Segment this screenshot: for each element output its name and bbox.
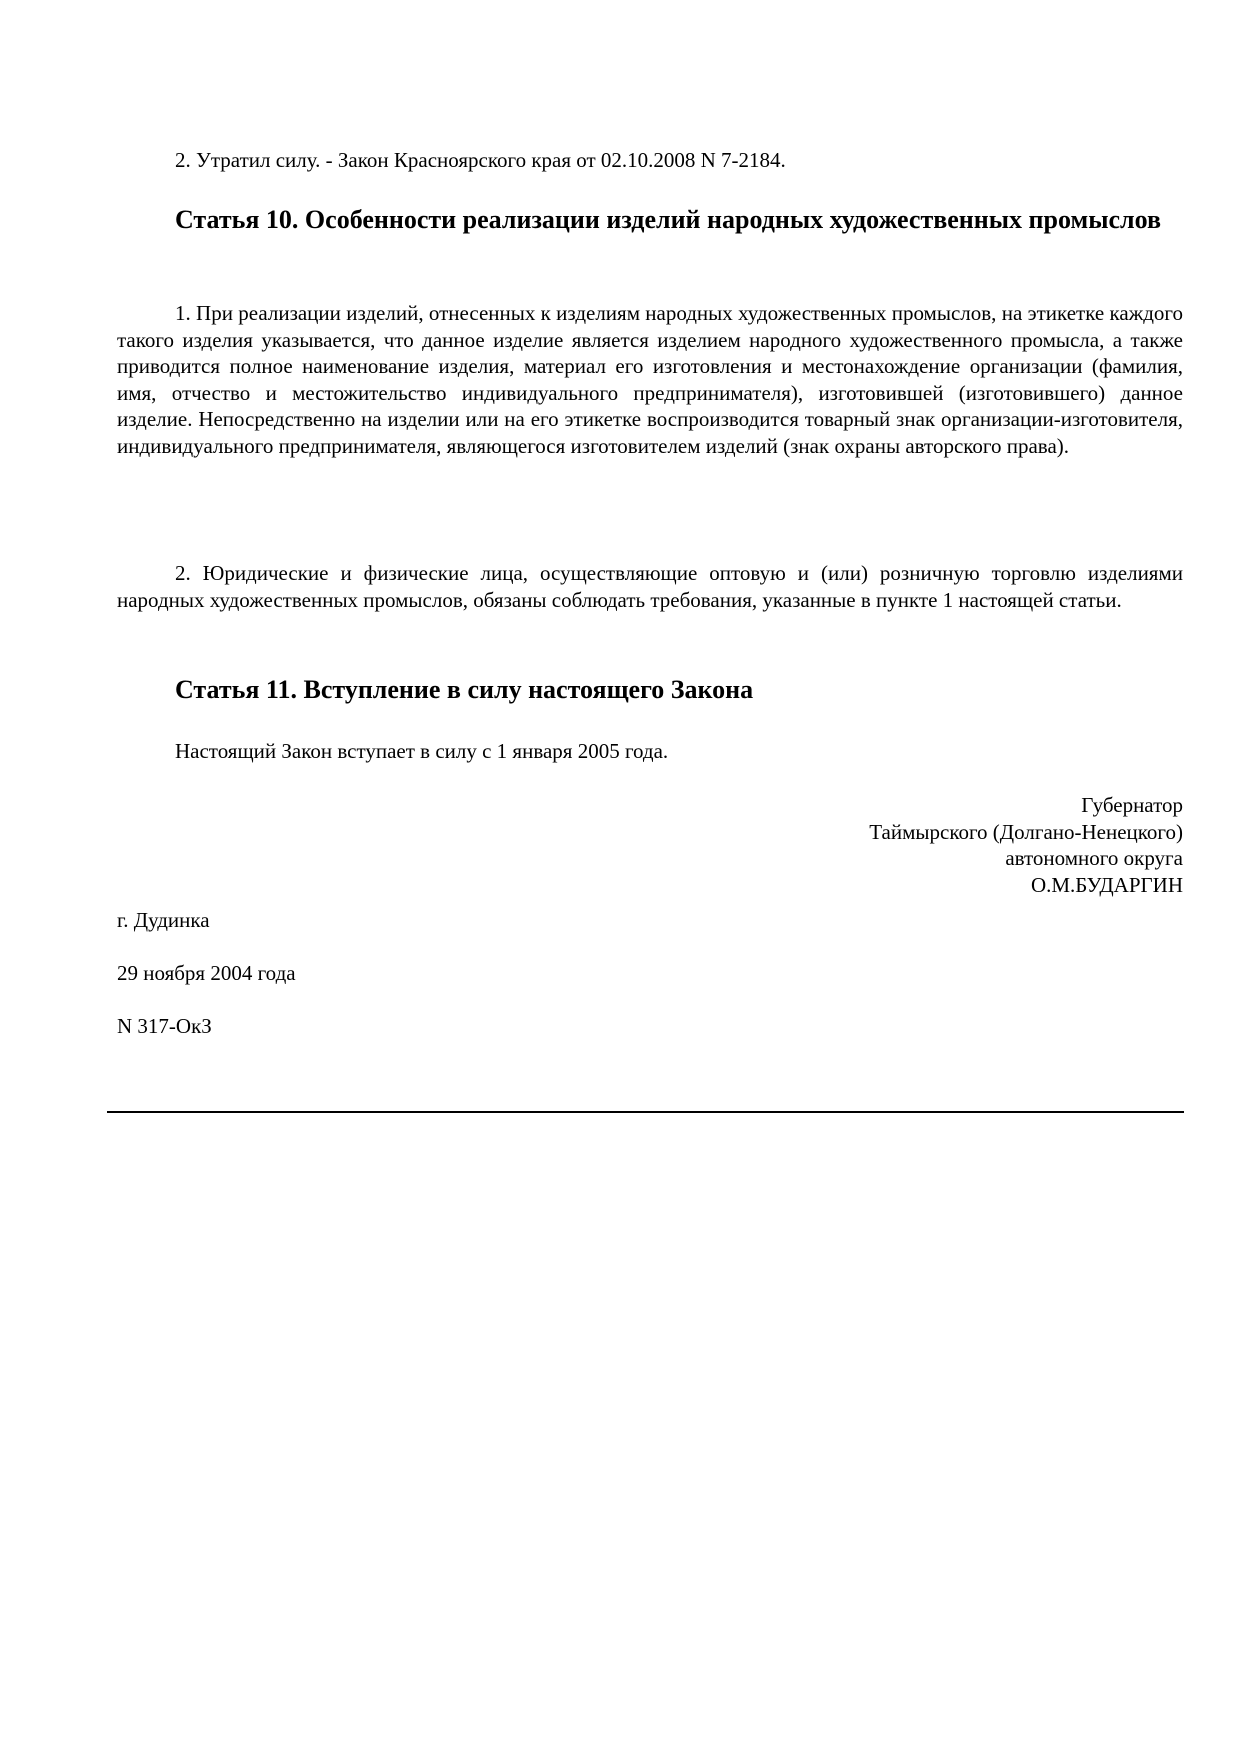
article-11-heading: Статья 11. Вступление в силу настоящего Закона — [175, 675, 754, 704]
article-10-heading: Статья 10. Особенности реализации изделий народных художественных промыслов — [175, 205, 1162, 234]
repealed-clause: 2. Утратил силу. - Закон Красноярского края от 02.10.2008 N 7-2184. — [175, 148, 786, 172]
article-10-paragraph-2: 2. Юридические и физические лица, осуществляющие оптовую и (или) розничную торговлю изделиями народных художественных промыслов, обязаны соблюдать требования, указанные в пункте 1 настоящей статьи. — [117, 561, 1183, 612]
signature-name: О.М.БУДАРГИН — [1030, 872, 1183, 897]
law-number: N 317-ОкЗ — [117, 1014, 212, 1038]
signature-district: автономного округа — [1005, 846, 1183, 870]
signature-region: Таймырского (Долгано-Ненецкого) — [869, 819, 1183, 844]
signature-block — [869, 792, 1183, 898]
horizontal-rule — [107, 1111, 1184, 1113]
signature-title: Губернатор — [1081, 793, 1183, 817]
signing-date: 29 ноября 2004 года — [117, 961, 296, 985]
article-11-paragraph-1: Настоящий Закон вступает в силу с 1 января 2005 года. — [175, 739, 669, 763]
place-of-signing: г. Дудинка — [117, 908, 210, 932]
article-10-paragraph-1: 1. При реализации изделий, отнесенных к изделиям народных художественных промыслов, на этикетке каждого такого изделия указывается, что данное изделие является изделием народного художественного промысла, а также приводится полное наименование изделия, материал его изготовления и местонахождение организации (фамилия, имя, отчество и местожительство индивидуального предпринимателя), изготовившей (изготовившего) данное изделие. Непосредственно на изделии или на его этикетке воспроизводится товарный знак организации-изготовителя, индивидуального предпринимателя, являющегося изготовителем изделий (знак охраны авторского права). — [117, 301, 1183, 458]
